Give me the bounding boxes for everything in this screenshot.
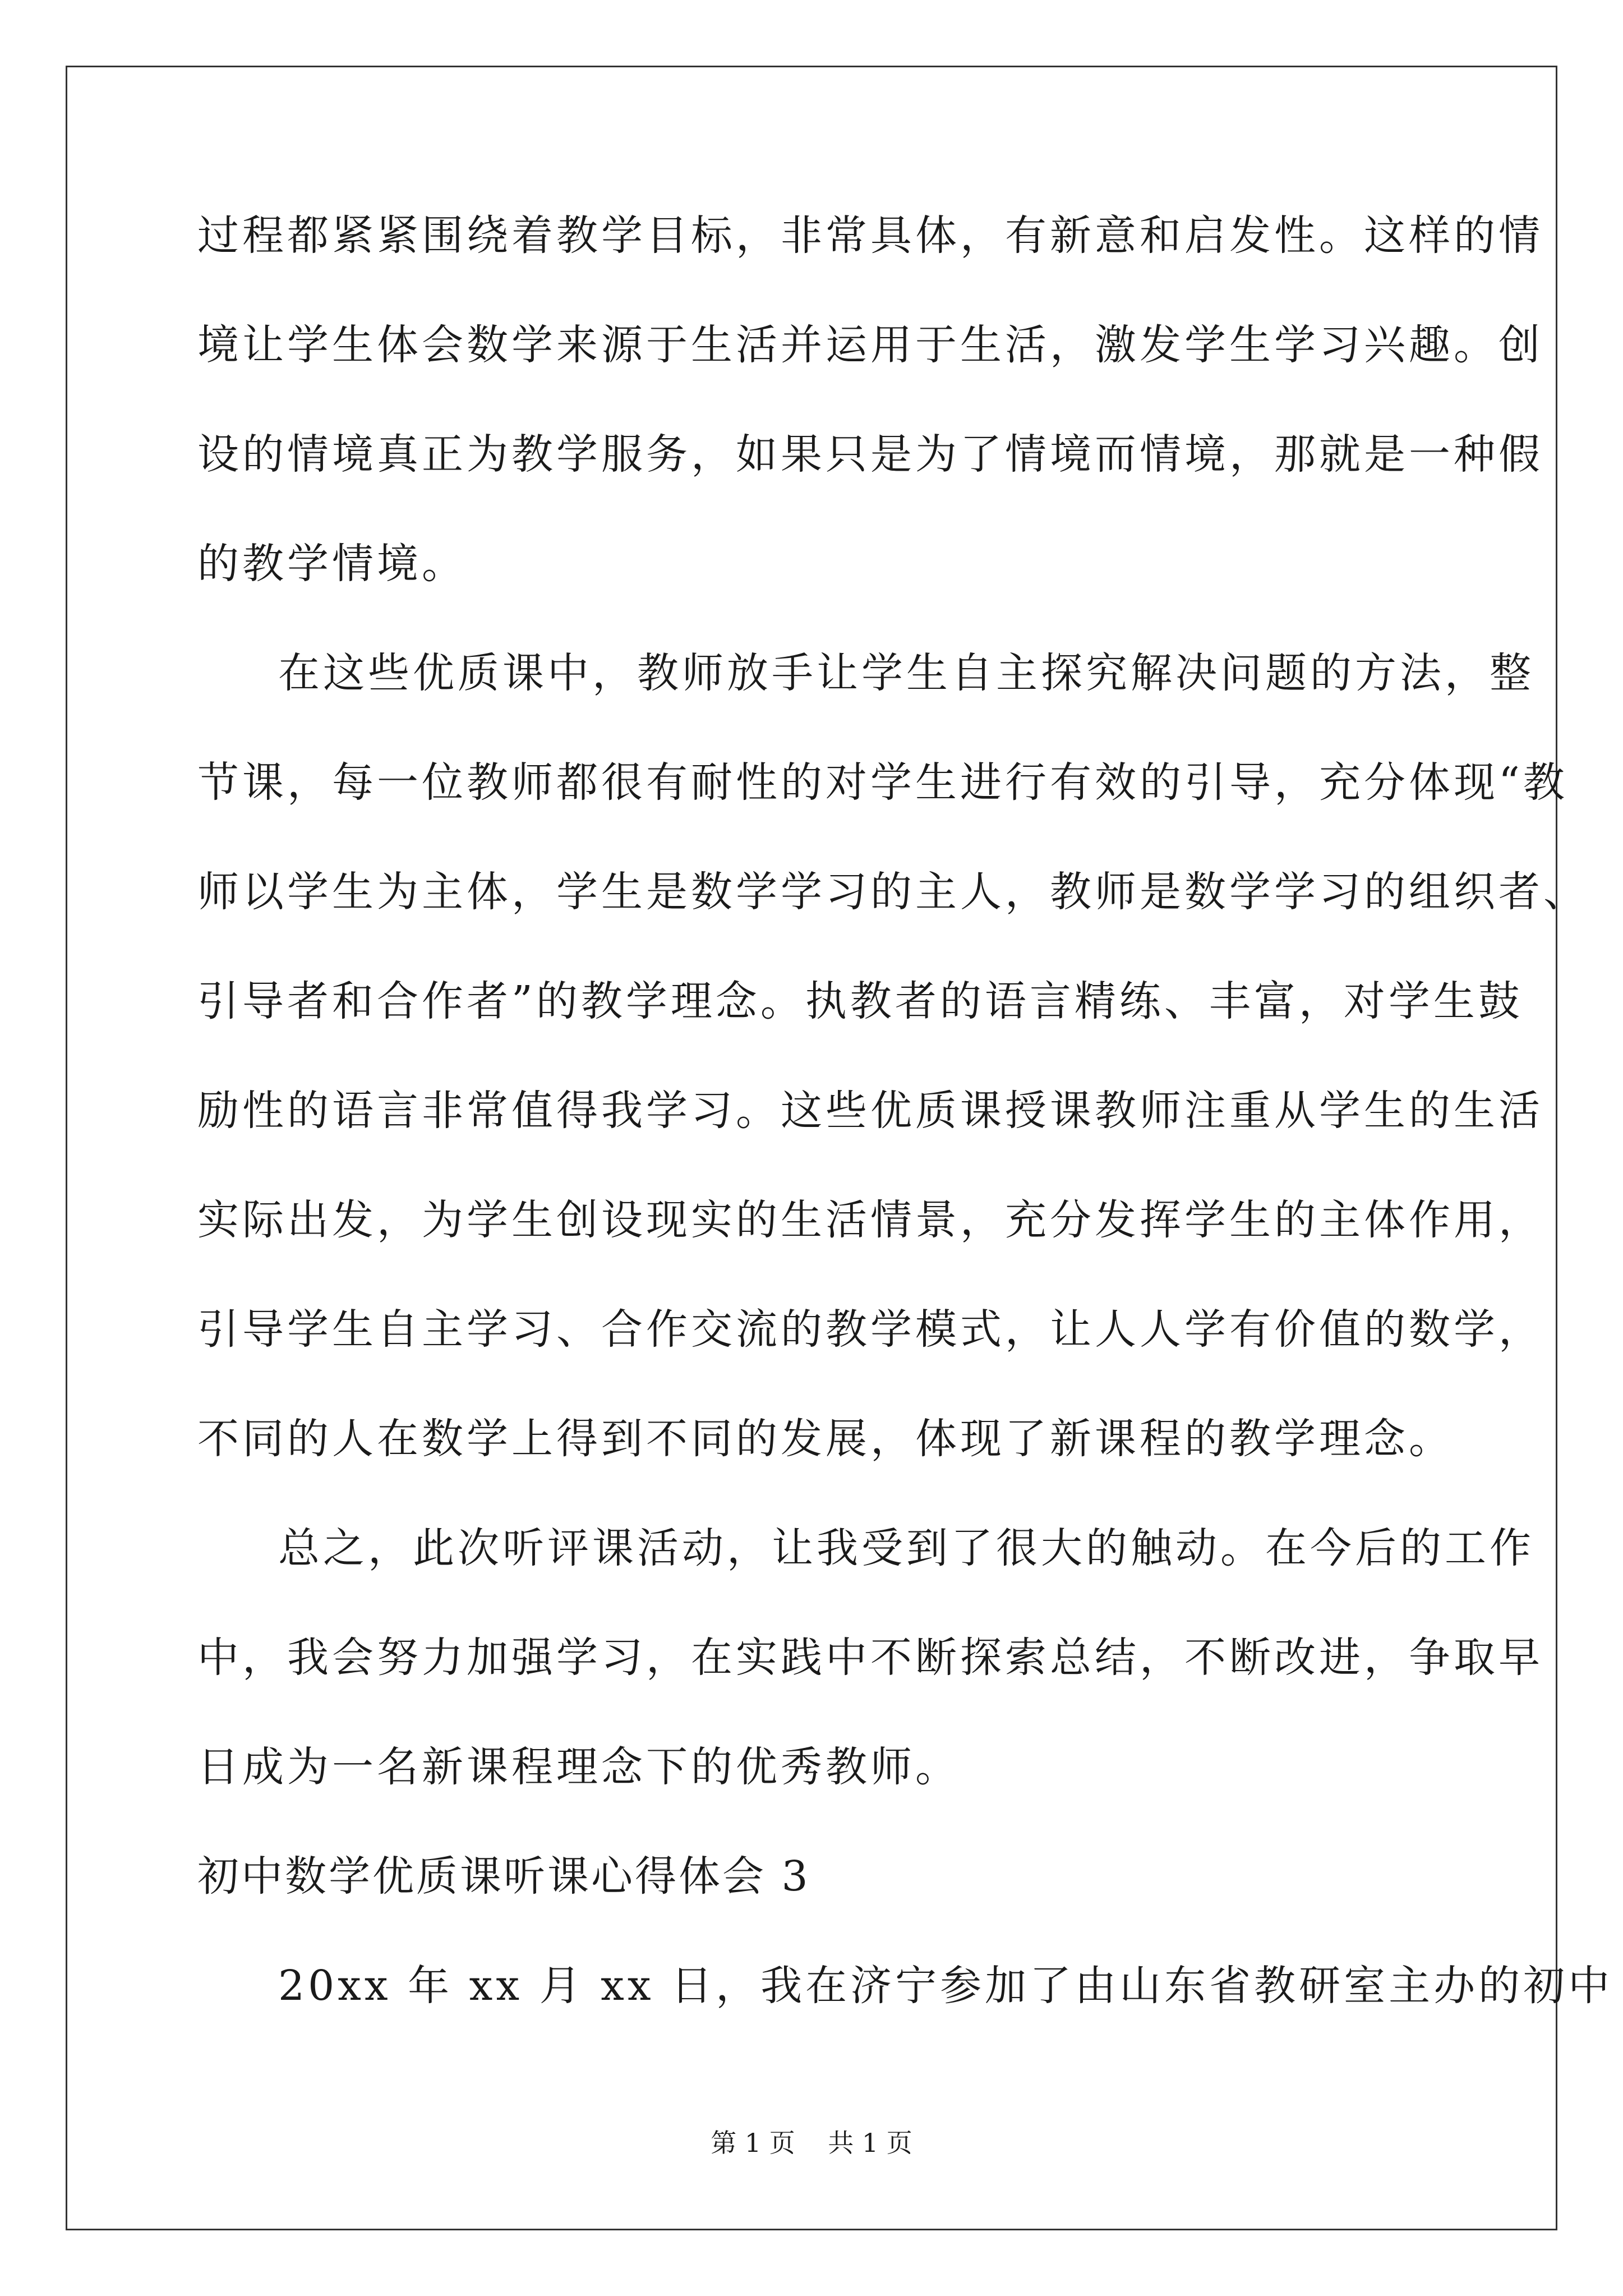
paragraph-start-line: 在这些优质课中，教师放手让学生自主探究解决问题的方法，整 bbox=[278, 649, 1534, 697]
paragraph-start-line: 20xx 年 xx 月 xx 日，我在济宁参加了由山东省教研室主办的初中 bbox=[278, 1962, 1613, 2010]
section-heading: 初中数学优质课听课心得体会 3 bbox=[197, 1852, 810, 1901]
text-line: 不同的人在数学上得到不同的发展，体现了新课程的教学理念。 bbox=[197, 1415, 1454, 1463]
paragraph-start-line: 总之，此次听评课活动，让我受到了很大的触动。在今后的工作 bbox=[278, 1524, 1534, 1572]
text-line: 实际出发，为学生创设现实的生活情景，充分发挥学生的主体作用， bbox=[197, 1196, 1543, 1244]
text-line: 境让学生体会数学来源于生活并运用于生活，激发学生学习兴趣。创 bbox=[197, 321, 1543, 369]
document-body bbox=[197, 208, 1613, 2067]
text-line: 日成为一名新课程理念下的优秀教师。 bbox=[197, 1743, 960, 1791]
text-line: 中，我会努力加强学习，在实践中不断探索总结，不断改进，争取早 bbox=[197, 1634, 1543, 1682]
text-line: 节课，每一位教师都很有耐性的对学生进行有效的引导，充分体现“教 bbox=[197, 758, 1568, 807]
text-line: 师以学生为主体，学生是数学学习的主人，教师是数学学习的组织者、 bbox=[197, 868, 1588, 916]
page-number-footer: 第 1 页 共 1 页 bbox=[711, 2128, 912, 2158]
text-line: 过程都紧紧围绕着教学目标，非常具体，有新意和启发性。这样的情 bbox=[197, 211, 1543, 260]
text-line: 引导学生自主学习、合作交流的教学模式，让人人学有价值的数学， bbox=[197, 1305, 1543, 1354]
text-line: 引导者和合作者”的教学理念。执教者的语言精练、丰富，对学生鼓 bbox=[197, 977, 1523, 1025]
text-line: 设的情境真正为教学服务，如果只是为了情境而情境，那就是一种假 bbox=[197, 430, 1543, 478]
text-line: 的教学情境。 bbox=[197, 540, 467, 588]
text-line: 励性的语言非常值得我学习。这些优质课授课教师注重从学生的生活 bbox=[197, 1087, 1543, 1135]
